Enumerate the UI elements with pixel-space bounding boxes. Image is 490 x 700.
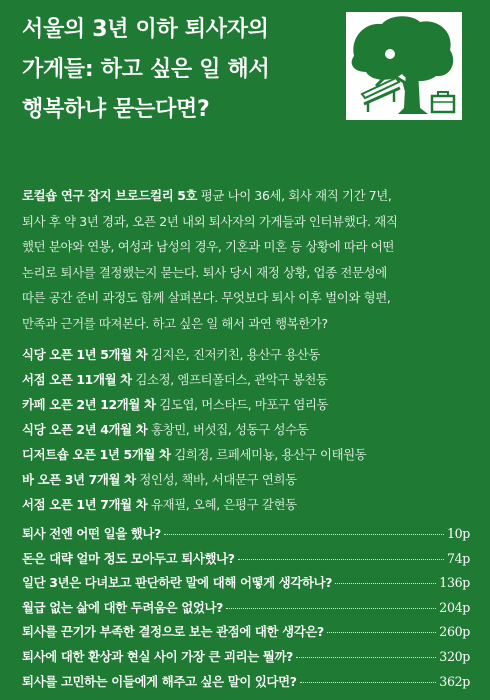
- list-item: [22, 467, 472, 492]
- shop-type: 서점 오픈 11개월 차: [22, 372, 132, 387]
- toc-question: 일단 3년은 다녀보고 판단하란 말에 대해 어떻게 생각하나?: [22, 575, 333, 591]
- shop-type: 바 오픈 3년 7개월 차: [22, 472, 136, 487]
- dot-leader: [226, 608, 436, 609]
- dot-leader: [300, 682, 437, 683]
- toc-page-number: 204p: [439, 599, 470, 615]
- intro-text: 따른 공간 준비 과정도 함께 살펴본다. 무엇보다 퇴사 이후 벌이와 형편,: [22, 290, 391, 305]
- title-line: 행복하냐 묻는다면?: [22, 97, 210, 122]
- shop-details: 김소정, 엠프티폴더스, 관악구 봉천동: [135, 372, 328, 387]
- list-item: [22, 492, 472, 517]
- list-item: [22, 417, 472, 442]
- toc-row: [22, 522, 470, 547]
- book-title: [22, 10, 342, 130]
- shop-type: 디저트숍 오픈 1년 5개월 차: [22, 447, 171, 462]
- table-of-contents: [22, 522, 470, 694]
- intro-text: 했던 분야와 연봉, 여성과 남성의 경우, 기혼과 미혼 등 상황에 따라 어떤: [22, 239, 394, 254]
- toc-page-number: 362p: [439, 673, 470, 689]
- list-item: [22, 342, 472, 367]
- intro-text: 논리로 퇴사를 결정했는지 묻는다. 퇴사 당시 재정 상황, 업종 전문성에: [22, 264, 387, 280]
- list-item: [22, 367, 472, 392]
- toc-row: [22, 670, 470, 695]
- intro-text: 평균 나이 36세, 회사 재직 기간 7년,: [197, 188, 392, 203]
- toc-question: 돈은 대략 얼마 정도 모아두고 퇴사했나?: [22, 550, 235, 566]
- toc-page-number: 10p: [446, 526, 470, 541]
- title-line: 가게들: 하고 싶은 일 해서: [22, 57, 270, 82]
- toc-page-number: 320p: [439, 648, 470, 664]
- shop-details: 홍창민, 버섯집, 성동구 성수동: [150, 422, 309, 437]
- toc-row: [22, 596, 470, 621]
- dot-leader: [164, 534, 444, 535]
- shop-type: 카페 오픈 2년 12개월 차: [22, 397, 156, 412]
- interviewee-list: [22, 342, 472, 517]
- toc-row: [22, 620, 470, 645]
- toc-question: 퇴사에 대한 환상과 현실 사이 가장 큰 괴리는 뭘까?: [22, 648, 293, 664]
- list-item: [22, 442, 472, 467]
- toc-page-number: 74p: [446, 550, 470, 566]
- dot-leader: [296, 657, 436, 658]
- intro-paragraph: [22, 183, 472, 336]
- toc-question: 월급 없는 삶에 대한 두려움은 없었나?: [22, 599, 223, 615]
- dot-leader: [327, 632, 436, 633]
- toc-row: [22, 645, 470, 670]
- shop-details: 유재필, 오혜, 은평구 갈현동: [150, 497, 297, 512]
- toc-question: 퇴사 전엔 어떤 일을 했나?: [22, 526, 161, 541]
- toc-question: 퇴사를 끈기가 부족한 결정으로 보는 관점에 대한 생각은?: [22, 624, 324, 640]
- intro-first-line: [22, 183, 472, 209]
- shop-details: 정인성, 책바, 서대문구 연희동: [139, 472, 297, 487]
- dot-leader: [238, 559, 444, 560]
- intro-text: 만족과 근거를 따져본다. 하고 싶은 일 해서 과연 행복한가?: [22, 315, 328, 331]
- shop-details: 김희정, 르페세미뇽, 용산구 이태원동: [174, 447, 367, 462]
- tree-with-person-on-bench-icon: [346, 12, 462, 120]
- toc-row: [22, 571, 470, 596]
- intro-text: 퇴사 후 약 3년 경과, 오픈 2년 내외 퇴사자의 가게들과 인터뷰했다. 재직: [22, 213, 398, 229]
- title-line: 서울의 3년 이하 퇴사자의: [22, 17, 269, 42]
- toc-page-number: 260p: [439, 624, 470, 640]
- shop-type: 식당 오픈 1년 5개월 차: [22, 347, 148, 362]
- dot-leader: [335, 583, 436, 584]
- shop-details: 김도엽, 머스타드, 마포구 염리동: [159, 397, 329, 412]
- toc-question: 퇴사를 고민하는 이들에게 해주고 싶은 말이 있다면?: [22, 673, 297, 689]
- shop-type: 서점 오픈 1년 7개월 차: [22, 497, 148, 512]
- magazine-name: 로컬숍 연구 잡지 브로드컬리 5호: [22, 188, 198, 203]
- toc-page-number: 136p: [439, 575, 470, 591]
- shop-type: 식당 오픈 2년 4개월 차: [22, 422, 148, 437]
- list-item: [22, 392, 472, 417]
- toc-row: [22, 547, 470, 572]
- shop-details: 김지은, 진저키친, 용산구 용산동: [150, 347, 320, 362]
